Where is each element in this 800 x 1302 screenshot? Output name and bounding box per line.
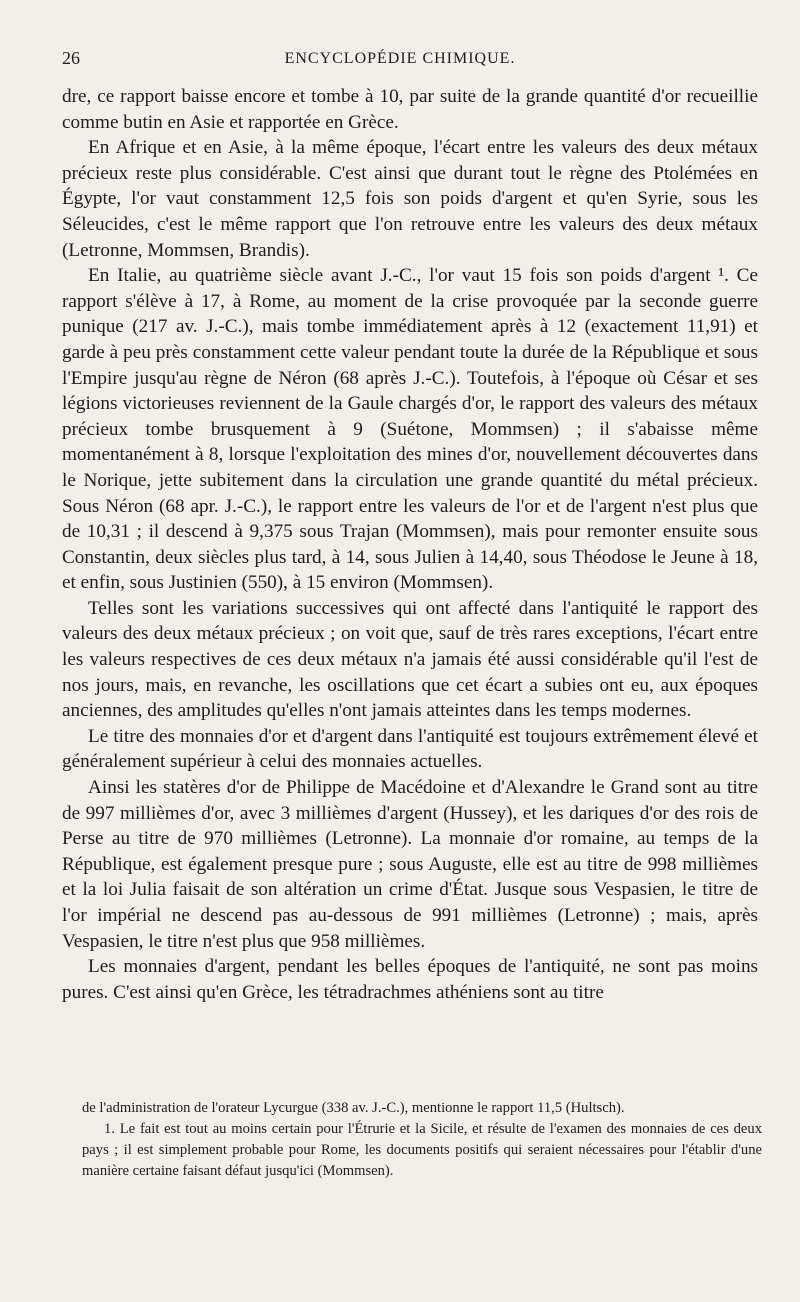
paragraph: Telles sont les variations successives qui ont affecté dans l'antiquité le rapport des valeurs des deux métaux précieux ; on voit que, sauf de très rares exceptions, l'écart entre les valeurs respectives de ces deux métaux n'a jamais été aussi considérable qu'il l'est de nos jours, mais, en revanche, les oscillations que cet écart a subies ont eu, aux époques anciennes, des amplitudes qu'elles n'ont jamais atteintes dans les temps modernes.	[62, 597, 758, 722]
paragraph: En Italie, au quatrième siècle avant J.-C., l'or vaut 15 fois son poids d'argent ¹. Ce rapport s'élève à 17, à Rome, au moment de la crise provoquée par la seconde guerre punique (217 av. J.-C.), mais tombe immédiatement après à 12 (exactement 11,91) et garde à peu près constamment cette valeur pendant toute la durée de la République et sous l'Empire jusqu'au règne de Néron (68 après J.-C.). Toutefois, à l'époque où César et ses légions victorieuses reviennent de la Gaule chargés d'or, le rapport des valeurs des métaux précieux tombe brusquement à 9 (Suétone, Mommsen) ; il s'abaisse même momentanément à 8, lorsque l'exploitation des mines d'or, nouvellement découvertes dans le Norique, jette subitement dans la circulation une grande quantité du métal précieux. Sous Néron (68 apr. J.-C.), le rapport entre les valeurs de l'or et de l'argent n'est plus que de 10,31 ; il descend à 9,375 sous Trajan (Mommsen), mais pour remonter ensuite sous Constantin, deux siècles plus tard, à 14, sous Julien à 14,40, sous Théodose le Jeune à 18, et enfin, sous Justinien (550), à 15 environ (Mommsen).	[62, 265, 758, 594]
paragraph: Ainsi les statères d'or de Philippe de Macédoine et d'Alexandre le Grand sont au titre de 997 millièmes d'or, avec 3 millièmes d'argent (Hussey), et les dariques d'or des rois de Perse au titre de 970 millièmes (Letronne). La monnaie d'or romaine, au temps de la République, est également presque pure ; sous Auguste, elle est au titre de 998 millièmes et la loi Julia faisait de son altération un crime d'État. Jusque sous Vespasien, le titre de l'or impérial ne descend pas au-dessous de 991 millièmes (Letronne) ; mais, après Vespasien, le titre n'est plus que 958 millièmes.	[62, 777, 758, 952]
paragraph: dre, ce rapport baisse encore et tombe à 10, par suite de la grande quantité d'or recueillie comme butin en Asie et rapportée en Grèce.	[62, 86, 758, 133]
page-number: 26	[62, 48, 80, 68]
running-title: ENCYCLOPÉDIE CHIMIQUE.	[284, 50, 516, 67]
paragraph: En Afrique et en Asie, à la même époque, l'écart entre les valeurs des deux métaux précieux reste plus considérable. C'est ainsi que durant tout le règne des Ptolémées en Égypte, l'or vaut constamment 12,5 fois son poids d'argent et qu'en Syrie, sous les Séleucides, c'est le même rapport que l'on retrouve entre les valeurs des deux métaux (Letronne, Mommsen, Brandis).	[62, 137, 758, 261]
paragraph: Le titre des monnaies d'or et d'argent dans l'antiquité est toujours extrêmement élevé et généralement supérieur à celui des monnaies actuelles.	[62, 725, 758, 773]
footnote-continuation: de l'administration de l'orateur Lycurgue (338 av. J.-C.), mentionne le rapport 11,5 (Hultsch).	[82, 1100, 625, 1116]
paragraph: Les monnaies d'argent, pendant les belles époques de l'antiquité, ne sont pas moins pures. C'est ainsi qu'en Grèce, les tétradrachmes athéniens sont au titre	[62, 956, 758, 1003]
footnotes	[82, 1098, 762, 1182]
body-text	[62, 84, 758, 1005]
page-header	[62, 48, 738, 74]
footnote-1: 1. Le fait est tout au moins certain pour l'Étrurie et la Sicile, et résulte de l'examen des monnaies de ces deux pays ; il est simplement probable pour Rome, les documents positifs qui seraient nécessaires pour l'établir d'une manière certaine faisant défaut jusqu'ici (Mommsen).	[82, 1121, 762, 1179]
